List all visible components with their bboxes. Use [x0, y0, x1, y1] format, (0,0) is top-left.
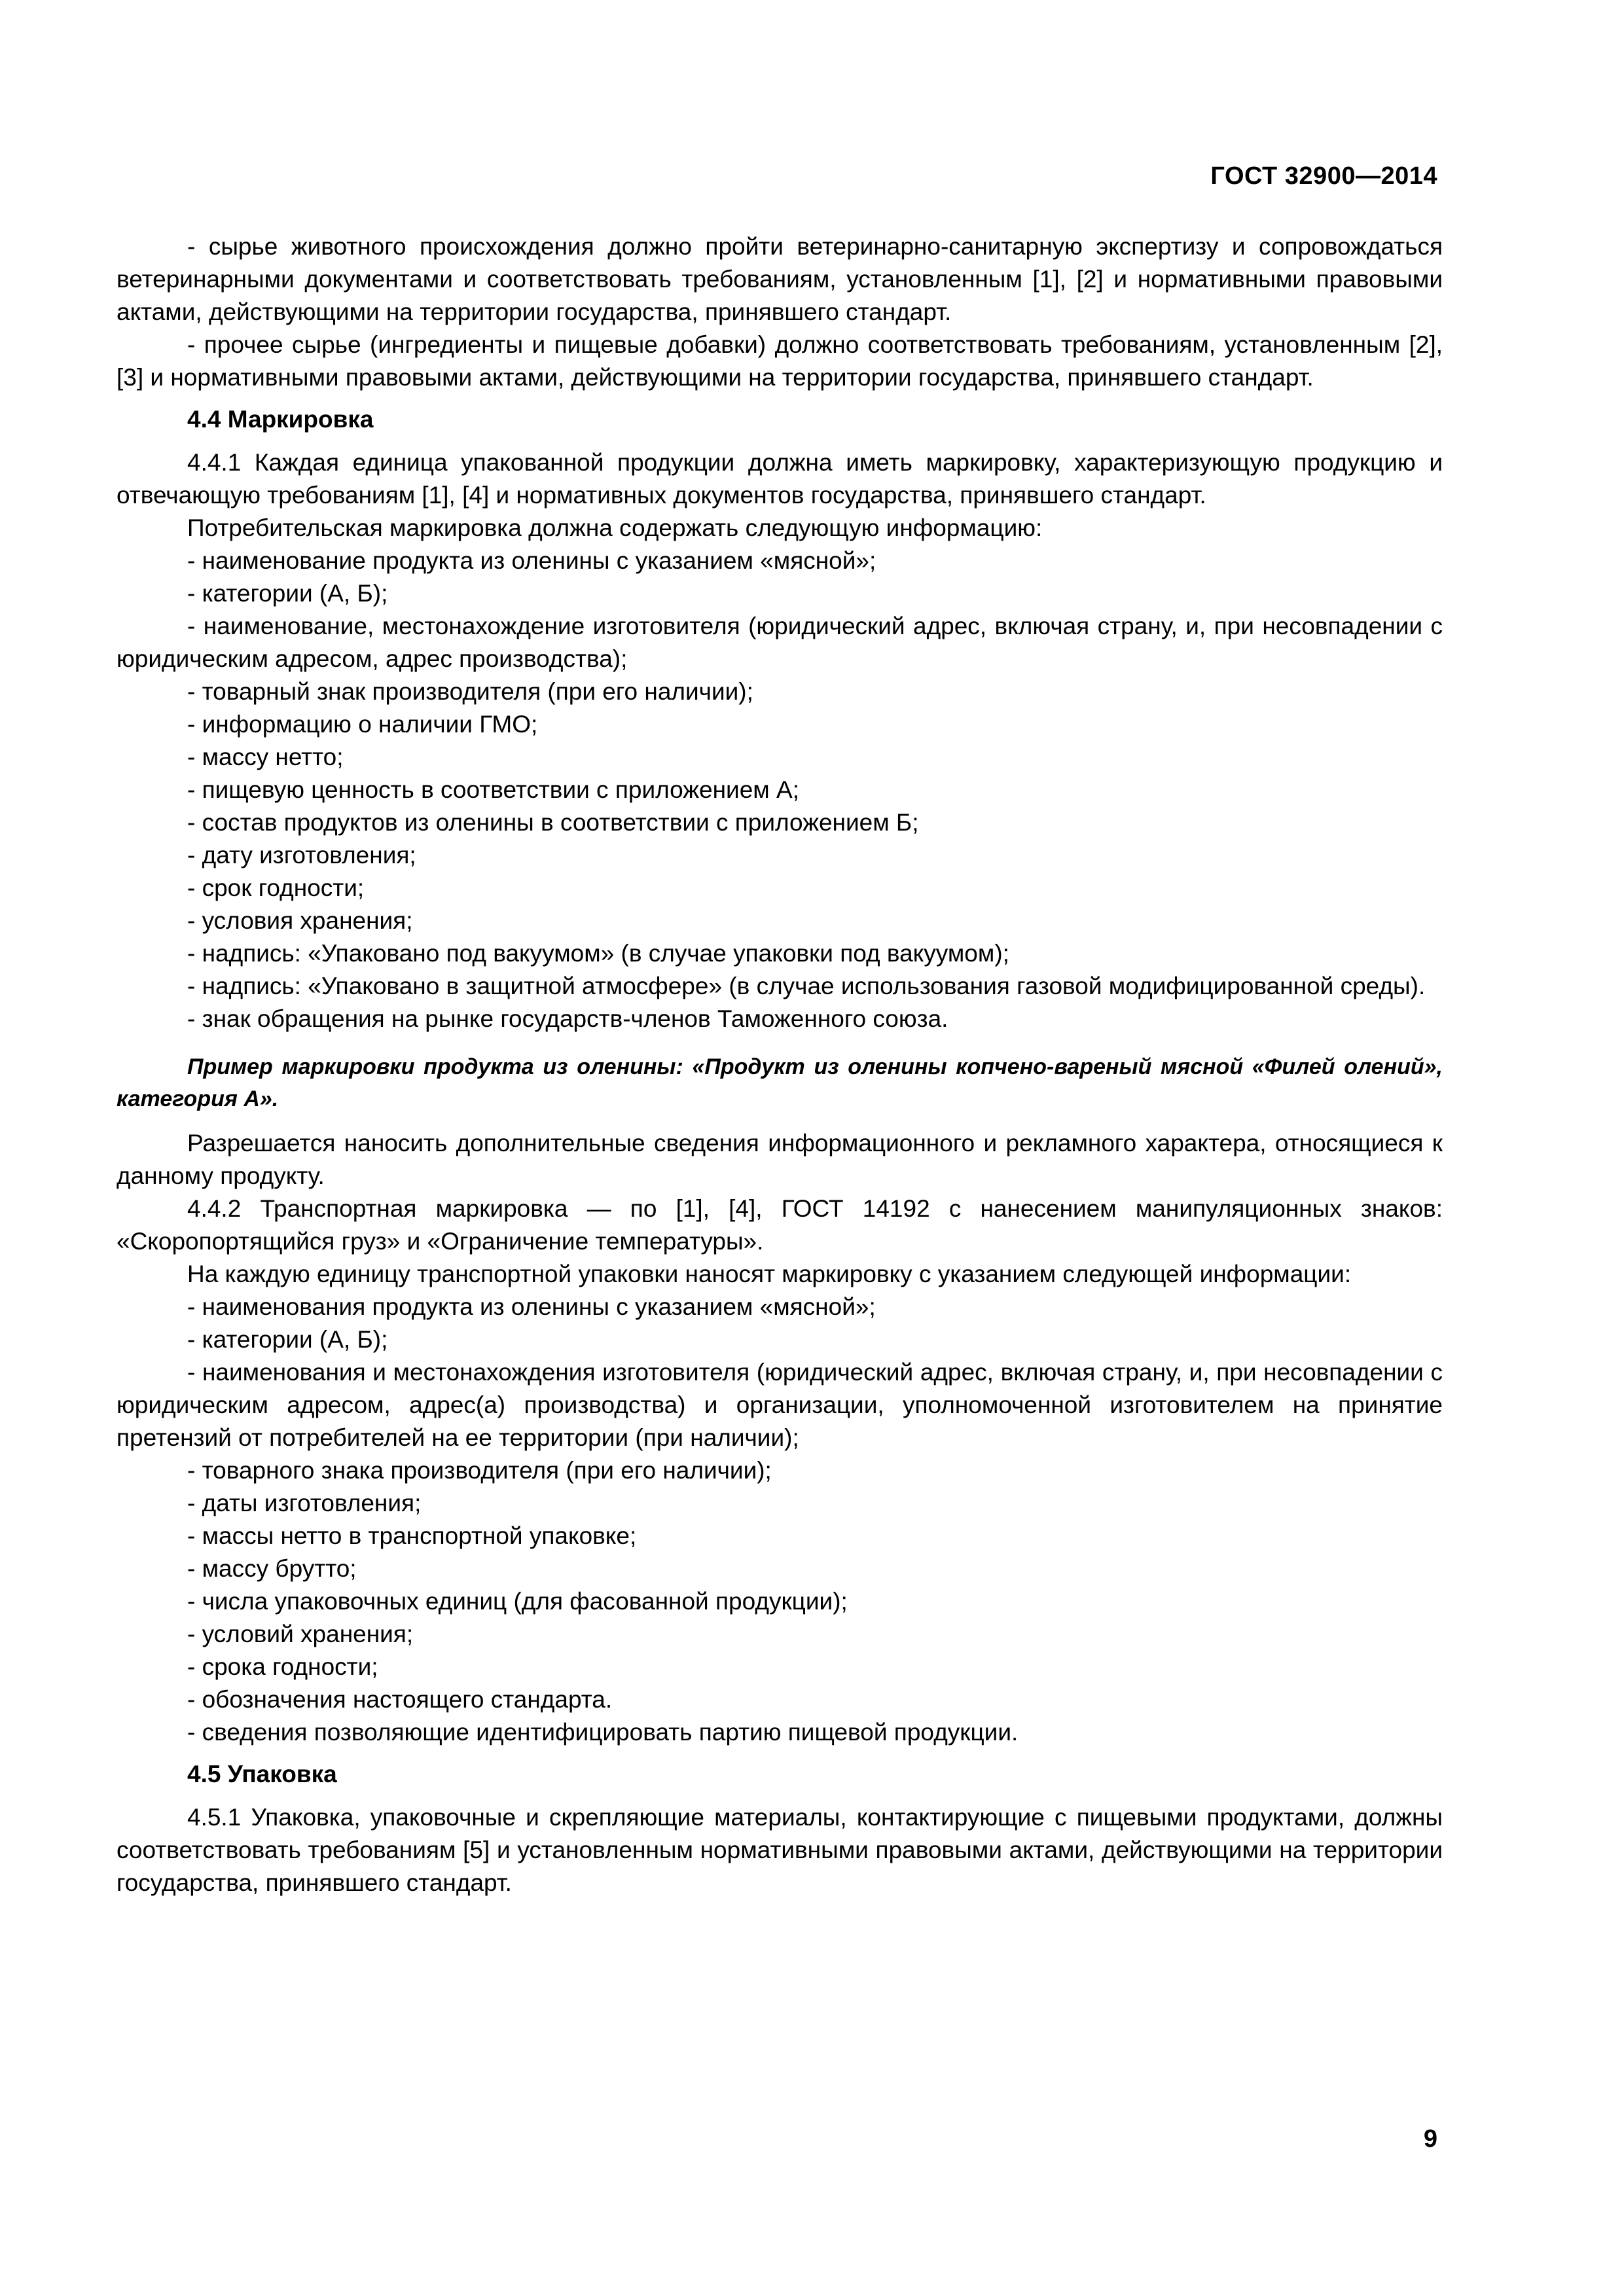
list-item: - наименование, местонахождение изготовителя (юридический адрес, включая страну, и, при несовпадении с юридическим адресом, адрес производства);: [117, 613, 1443, 672]
list-item: - состав продуктов из оленины в соответствии с приложением Б;: [187, 809, 919, 836]
marking-example: Пример маркировки продукта из оленины: «Продукт из оленины копчено-вареный мясной «Филей олений», категория А».: [117, 1054, 1443, 1111]
clause-4-4-1: 4.4.1 Каждая единица упакованной продукции должна иметь маркировку, характеризующую продукцию и отвечающую требованиям [1], [4] и нормативных документов государства, принявшего стандарт.: [117, 449, 1443, 509]
list-item: - информацию о наличии ГМО;: [187, 711, 538, 738]
list-item: - обозначения настоящего стандарта.: [187, 1686, 613, 1713]
list-item: - условий хранения;: [187, 1621, 414, 1647]
list-item: - массу брутто;: [187, 1555, 357, 1582]
list-item: - условия хранения;: [187, 907, 413, 934]
list-item: - наименование продукта из оленины с указанием «мясной»;: [187, 547, 876, 574]
section-heading-4-4: 4.4 Маркировка: [187, 406, 374, 433]
consumer-marking-intro: Потребительская маркировка должна содержать следующую информацию:: [187, 514, 1043, 541]
list-item: - категории (А, Б);: [187, 1326, 388, 1353]
list-item: - массы нетто в транспортной упаковке;: [187, 1522, 637, 1549]
document-code-header: ГОСТ 32900—2014: [1210, 162, 1437, 190]
list-item: - срок годности;: [187, 874, 365, 901]
document-body: [117, 230, 1443, 1899]
list-item: - дату изготовления;: [187, 842, 416, 869]
consumer-marking-list: [117, 545, 1443, 1035]
clause-4-5-1: 4.5.1 Упаковка, упаковочные и скрепляющие материалы, контактирующие с пищевыми продуктами, должны соответствовать требованиям [5] и установленным нормативными правовыми актами, действующими на территории государства, принявшего стандарт.: [117, 1804, 1443, 1896]
section-heading-4-5: 4.5 Упаковка: [187, 1761, 337, 1787]
list-item: - товарного знака производителя (при его наличии);: [187, 1457, 772, 1484]
list-item: - наименования продукта из оленины с указанием «мясной»;: [187, 1293, 876, 1320]
page-number: 9: [1423, 2125, 1437, 2153]
list-item: - надпись: «Упаковано под вакуумом» (в случае упаковки под вакуумом);: [187, 940, 1009, 967]
clause-4-4-2: 4.4.2 Транспортная маркировка — по [1], [4], ГОСТ 14192 с нанесением манипуляционных знаков: «Скоропортящийся груз» и «Ограничение температуры».: [117, 1195, 1443, 1255]
list-item: - наименования и местонахождения изготовителя (юридический адрес, включая страну, и, при несовпадении с юридическим адресом, адрес(а) производства) и организации, уполномоченной изготовителем на принятие претензий от потребителей на ее территории (при наличии);: [117, 1359, 1443, 1451]
intro-paragraph-other-raw: - прочее сырье (ингредиенты и пищевые добавки) должно соответствовать требованиям, установленным [2], [3] и нормативными правовыми актами, действующими на территории государства, принявшего стандарт.: [117, 331, 1443, 391]
list-item: - товарный знак производителя (при его наличии);: [187, 678, 753, 705]
list-item: - знак обращения на рынке государств-членов Таможенного союза.: [187, 1005, 948, 1032]
intro-paragraph-animal-raw: - сырье животного происхождения должно пройти ветеринарно-санитарную экспертизу и сопровождаться ветеринарными документами и соответствовать требованиям, установленным [1], [2] и нормативными правовыми актами, действующими на территории государства, принявшего стандарт.: [117, 233, 1443, 325]
list-item: - сведения позволяющие идентифицировать партию пищевой продукции.: [187, 1719, 1019, 1746]
list-item: - даты изготовления;: [187, 1490, 422, 1516]
list-item: - категории (А, Б);: [187, 580, 388, 607]
list-item: - надпись: «Упаковано в защитной атмосфере» (в случае использования газовой модифицированной среды).: [187, 973, 1426, 999]
list-item: - пищевую ценность в соответствии с приложением А;: [187, 776, 799, 803]
list-item: - массу нетто;: [187, 744, 344, 770]
transport-marking-intro: На каждую единицу транспортной упаковки наносят маркировку с указанием следующей информации:: [187, 1261, 1352, 1287]
additional-info-paragraph: Разрешается наносить дополнительные сведения информационного и рекламного характера, относящиеся к данному продукту.: [117, 1130, 1443, 1189]
transport-marking-list: [117, 1291, 1443, 1749]
list-item: - срока годности;: [187, 1653, 378, 1680]
list-item: - числа упаковочных единиц (для фасованной продукции);: [187, 1588, 848, 1615]
